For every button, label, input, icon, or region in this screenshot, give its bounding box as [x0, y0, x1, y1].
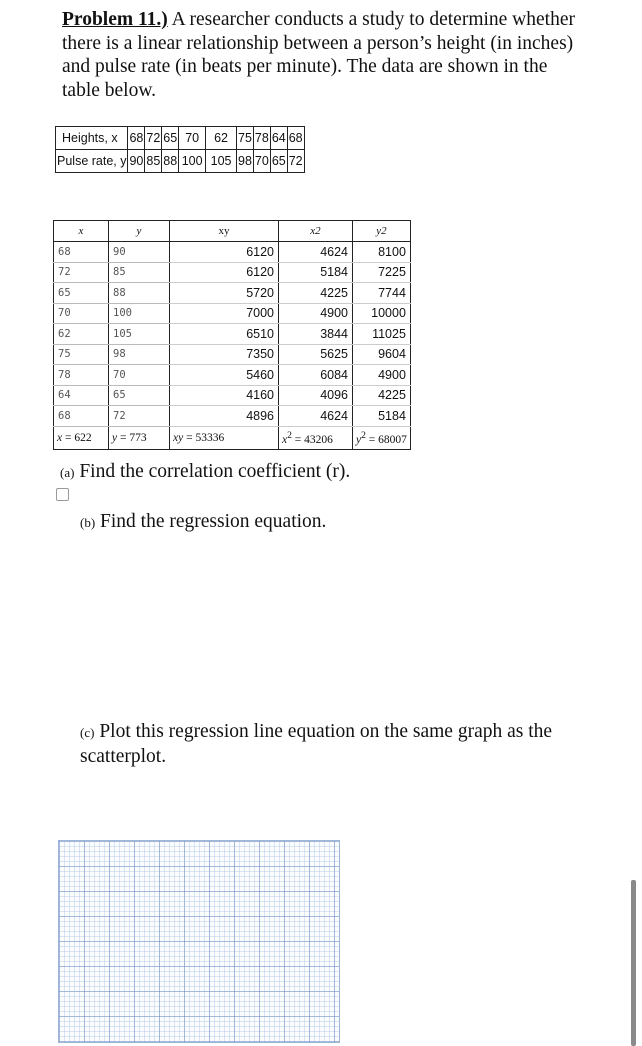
header-y2: y2: [353, 221, 411, 242]
pulse-cell: 70: [253, 150, 270, 173]
cell-y2: 8100: [353, 242, 411, 263]
sum-xy-label: xy: [173, 431, 184, 444]
cell-x: 70: [54, 303, 109, 324]
cell-x2: 4900: [279, 303, 353, 324]
heights-cell: 72: [145, 127, 162, 150]
cell-xy: 7000: [170, 303, 279, 324]
table-row: [54, 385, 411, 406]
cell-x2: 4225: [279, 283, 353, 304]
heights-cell: 68: [128, 127, 145, 150]
heights-cell: 75: [237, 127, 254, 150]
cell-y2: 7225: [353, 262, 411, 283]
cell-y: 98: [109, 344, 170, 365]
cell-y2: 7744: [353, 283, 411, 304]
cell-xy: 5460: [170, 365, 279, 386]
heights-row: [56, 127, 305, 150]
question-c-letter: (c): [80, 725, 95, 740]
cell-xy: 4160: [170, 385, 279, 406]
question-c-text: Plot this regression line equation on the same graph as the scatterplot.: [80, 721, 553, 767]
cell-y: 88: [109, 283, 170, 304]
data-table: [55, 126, 305, 173]
sum-y: [109, 426, 170, 449]
pulse-cell: 72: [287, 150, 304, 173]
cell-x: 64: [54, 385, 109, 406]
cell-y2: 11025: [353, 324, 411, 345]
cell-y: 100: [109, 303, 170, 324]
pulse-cell: 100: [179, 150, 206, 173]
cell-x: 65: [54, 283, 109, 304]
heights-cell: 65: [162, 127, 179, 150]
pulse-cell: 90: [128, 150, 145, 173]
cell-xy: 7350: [170, 344, 279, 365]
totals-row: [54, 426, 411, 449]
pulse-cell: 105: [206, 150, 237, 173]
cell-x: 78: [54, 365, 109, 386]
cell-y: 70: [109, 365, 170, 386]
heights-cell: 78: [253, 127, 270, 150]
table-row: [54, 303, 411, 324]
cell-x2: 4624: [279, 406, 353, 427]
sum-x2: $x^2 = 43206$: [279, 426, 353, 449]
header-y: y: [109, 221, 170, 242]
cell-y2: 9604: [353, 344, 411, 365]
cell-y2: 4900: [353, 365, 411, 386]
cell-y: 65: [109, 385, 170, 406]
cell-x: 62: [54, 324, 109, 345]
problem-statement: [62, 8, 582, 102]
question-c: [80, 720, 560, 768]
sum-xy-value: = 53336: [183, 431, 225, 444]
sum-xy: [170, 426, 279, 449]
cell-x2: 5625: [279, 344, 353, 365]
table-row: [54, 365, 411, 386]
heights-cell: 70: [179, 127, 206, 150]
sum-x-value: = 622: [62, 431, 92, 444]
vertical-scrollbar[interactable]: [631, 880, 636, 1046]
question-a-text: Find the correlation coefficient (r).: [74, 461, 351, 482]
cell-x2: 3844: [279, 324, 353, 345]
header-xy: xy: [170, 221, 279, 242]
cell-x: 68: [54, 242, 109, 263]
answer-checkbox[interactable]: [56, 488, 69, 501]
calc-body: [54, 242, 411, 427]
cell-x2: 5184: [279, 262, 353, 283]
cell-y: 90: [109, 242, 170, 263]
cell-x2: 4624: [279, 242, 353, 263]
question-b: [80, 510, 326, 535]
sum-x: [54, 426, 109, 449]
calc-header-row: [54, 221, 411, 242]
heights-cell: 64: [270, 127, 287, 150]
pulse-cell: 98: [237, 150, 254, 173]
question-a: [60, 460, 350, 485]
cell-xy: 6510: [170, 324, 279, 345]
sum-x2-label: x: [282, 433, 288, 446]
cell-x: 72: [54, 262, 109, 283]
table-row: [54, 242, 411, 263]
problem-title: Problem 11.): [62, 9, 168, 30]
cell-x2: 4096: [279, 385, 353, 406]
cell-xy: 4896: [170, 406, 279, 427]
pulse-cell: 65: [270, 150, 287, 173]
cell-y: 105: [109, 324, 170, 345]
table-row: [54, 283, 411, 304]
cell-xy: 6120: [170, 242, 279, 263]
cell-xy: 6120: [170, 262, 279, 283]
pulse-row: [56, 150, 305, 173]
cell-y: 72: [109, 406, 170, 427]
question-b-letter: (b): [80, 515, 96, 530]
sum-y-value: = 773: [117, 431, 147, 444]
sum-y-label: y: [112, 431, 118, 444]
cell-xy: 5720: [170, 283, 279, 304]
table-row: [54, 406, 411, 427]
cell-y2: 10000: [353, 303, 411, 324]
table-row: [54, 324, 411, 345]
header-x: x: [54, 221, 109, 242]
heights-cell: 62: [206, 127, 237, 150]
graph-paper-grid: [58, 840, 340, 1043]
problem-text: A researcher conducts a study to determine whether there is a linear relationship between a person’s height (in inches) and pulse rate (in beats per minute). The data are shown in the table below.: [62, 9, 575, 101]
question-b-text: Find the regression equation.: [95, 511, 327, 532]
cell-y2: 4225: [353, 385, 411, 406]
heights-label: Heights, x: [56, 127, 128, 150]
sum-y2-value: = 68007: [365, 433, 407, 446]
cell-x: 75: [54, 344, 109, 365]
pulse-label: Pulse rate, y: [56, 150, 128, 173]
sum-y2: $y^2 = 68007$: [353, 426, 411, 449]
table-row: [54, 344, 411, 365]
cell-y2: 5184: [353, 406, 411, 427]
header-x2: x2: [279, 221, 353, 242]
sum-x2-value: = 43206: [291, 433, 333, 446]
question-a-letter: (a): [60, 465, 75, 480]
calculation-table: [53, 220, 411, 450]
table-row: [54, 262, 411, 283]
cell-y: 85: [109, 262, 170, 283]
sum-y2-label: y: [356, 433, 362, 446]
heights-cell: 68: [287, 127, 304, 150]
sum-x-label: x: [57, 431, 63, 444]
pulse-cell: 88: [162, 150, 179, 173]
pulse-cell: 85: [145, 150, 162, 173]
cell-x: 68: [54, 406, 109, 427]
cell-x2: 6084: [279, 365, 353, 386]
